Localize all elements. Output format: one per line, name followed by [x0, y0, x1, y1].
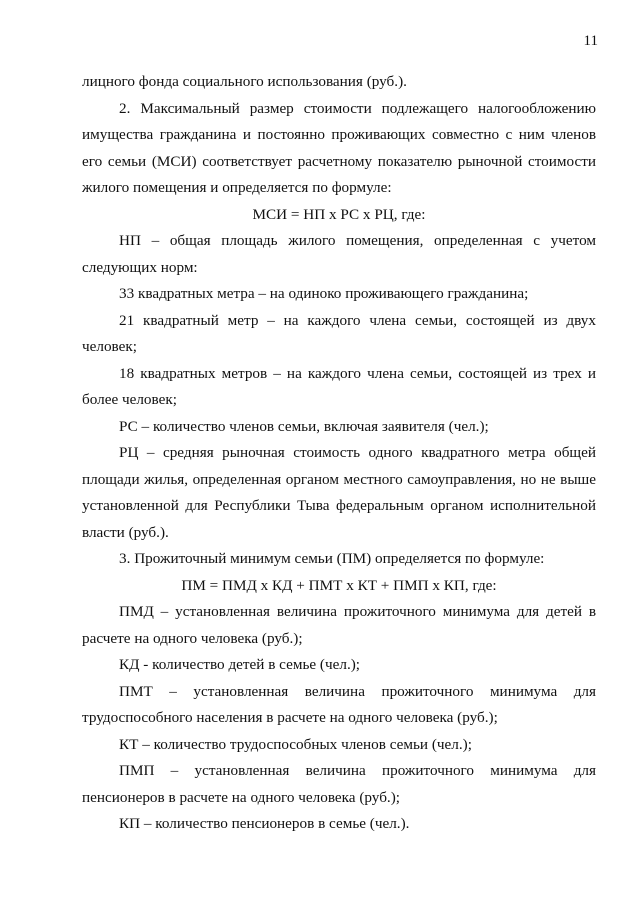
paragraph-rc-definition: РЦ – средняя рыночная стоимость одного квадратного метра общей площади жилья, определенная органом местного самоуправления, но не выше установленной для Республики Тыва федеральным органом исполнительной власти (руб.). [82, 444, 596, 541]
paragraph-kd-definition: КД - количество детей в семье (чел.); [119, 656, 361, 673]
document-body [82, 69, 596, 838]
paragraph-kp-definition: КП – количество пенсионеров в семье (чел.). [119, 815, 410, 832]
page-number: 11 [583, 33, 598, 49]
paragraph-np-definition: НП – общая площадь жилого помещения, определенная с учетом следующих норм: [82, 232, 596, 276]
paragraph-continuation: лицного фонда социального использования (руб.). [82, 73, 407, 90]
paragraph-pmt-definition: ПМТ – установленная величина прожиточного минимума для трудоспособного населения в расчете на одного человека (руб.); [82, 682, 596, 726]
paragraph-norm-18: 18 квадратных метров – на каждого члена семьи, состоящей из трех и более человек; [82, 364, 596, 408]
paragraph-rs-definition: РС – количество членов семьи, включая заявителя (чел.); [119, 417, 489, 435]
paragraph-section-3: 3. Прожиточный минимум семьи (ПМ) определяется по формуле: [119, 550, 545, 567]
paragraph-norm-21: 21 квадратный метр – на каждого члена семьи, состоящей из двух человек; [82, 311, 596, 355]
paragraph-pmd-definition: ПМД – установленная величина прожиточного минимума для детей в расчете на одного человека (руб.); [82, 603, 596, 647]
paragraph-pmp-definition: ПМП – установленная величина прожиточного минимума для пенсионеров в расчете на одного человека (руб.); [82, 762, 596, 806]
formula-msi: МСИ = НП х РС х РЦ, где: [252, 205, 426, 223]
paragraph-norm-33: 33 квадратных метра – на одиноко проживающего гражданина; [119, 285, 529, 302]
formula-pm: ПМ = ПМД х КД + ПМТ х КТ + ПМП х КП, где: [181, 576, 497, 594]
paragraph-section-2: 2. Максимальный размер стоимости подлежащего налогообложению имущества гражданина и постоянно проживающих совместно с ним членов его семьи (МСИ) соответствует расчетному показателю рыночной стоимости жилого помещения и определяется по формуле: [82, 99, 596, 196]
paragraph-kt-definition: КТ – количество трудоспособных членов семьи (чел.); [119, 735, 472, 753]
